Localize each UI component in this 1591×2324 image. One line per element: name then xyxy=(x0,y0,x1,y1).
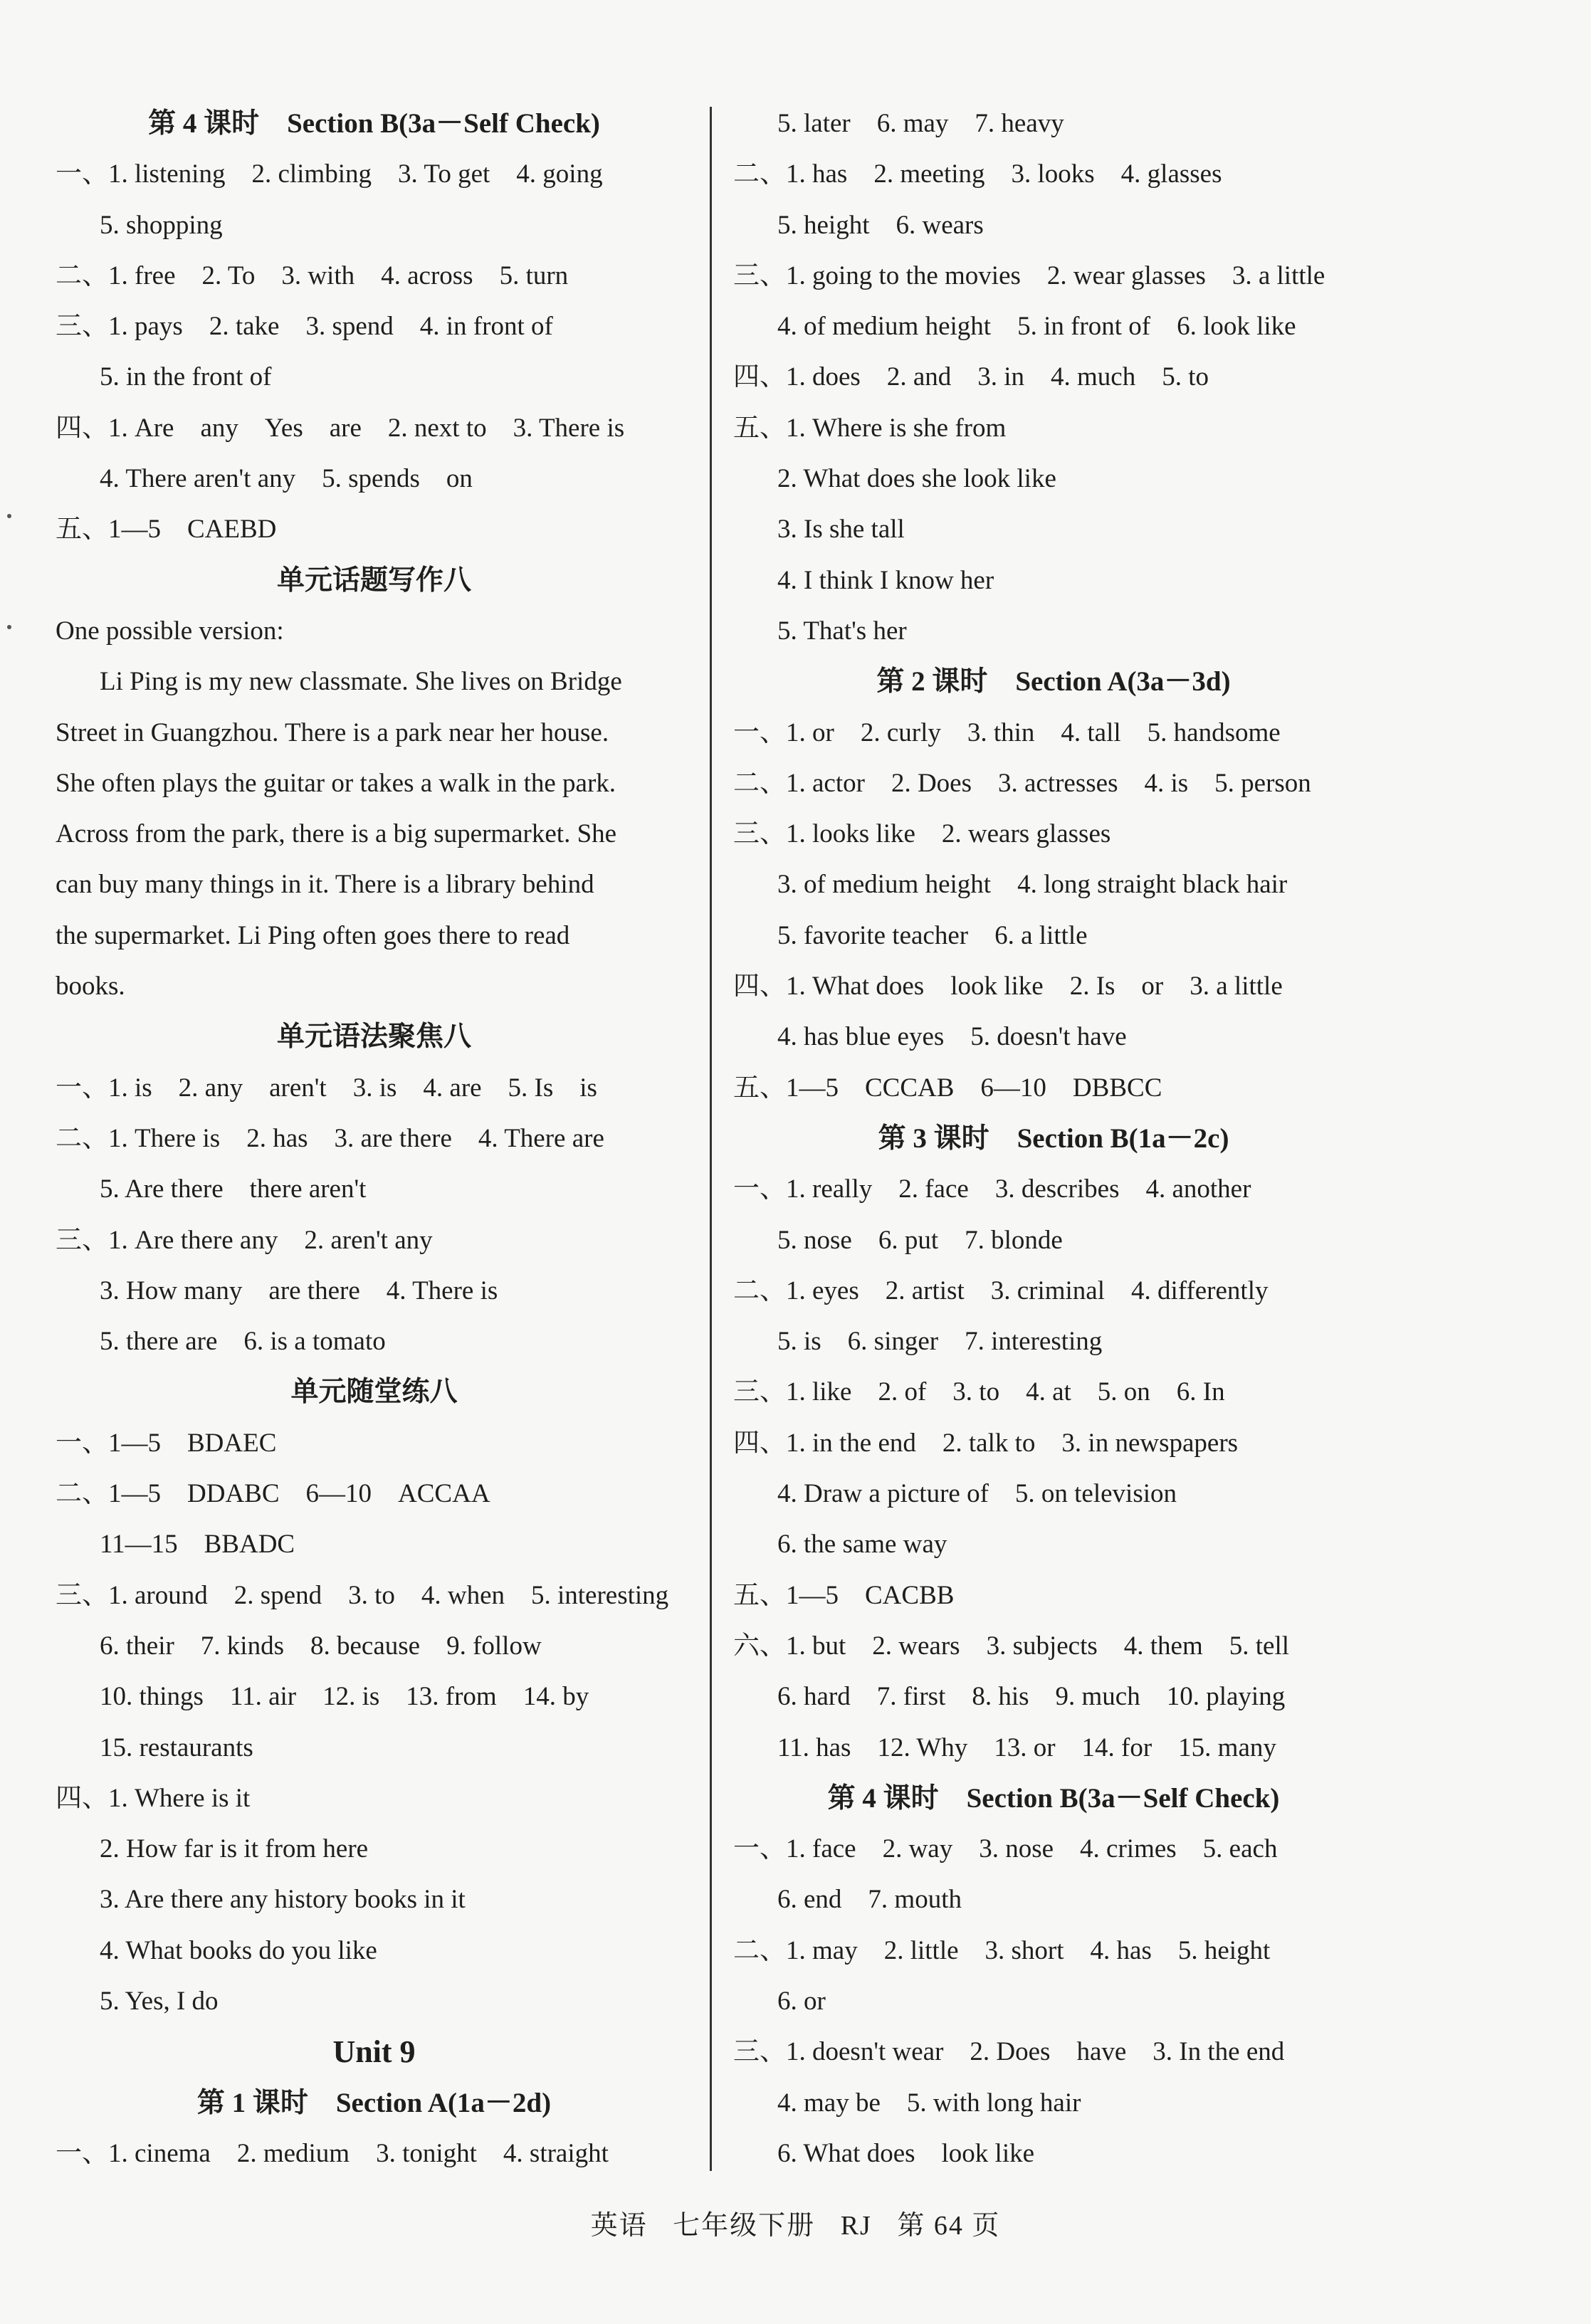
answer-line: 二、1. has 2. meeting 3. looks 4. glasses xyxy=(733,159,1222,189)
answer-line: 5. Yes, I do xyxy=(100,1986,219,2016)
answer-line: 4. Draw a picture of 5. on television xyxy=(777,1479,1177,1509)
answer-line: 4. I think I know her xyxy=(777,565,994,595)
answer-line: 3. of medium height 4. long straight black hair xyxy=(777,870,1288,900)
answer-line: 四、1. does 2. and 3. in 4. much 5. to xyxy=(733,362,1209,392)
answer-line: 5. later 6. may 7. heavy xyxy=(777,109,1064,138)
section-heading: 第 3 课时 Section B(1a－2c) xyxy=(878,1122,1229,1154)
answer-line: 五、1—5 CACBB xyxy=(733,1580,955,1610)
answer-line: 一、1. face 2. way 3. nose 4. crimes 5. each xyxy=(733,1834,1278,1864)
answer-line: 4. of medium height 5. in front of 6. look like xyxy=(777,312,1296,342)
answer-line: 3. Are there any history books in it xyxy=(100,1885,466,1915)
answer-line: 三、1. pays 2. take 3. spend 4. in front of xyxy=(56,312,553,342)
footer-edition: RJ xyxy=(840,2211,872,2241)
answer-line: 三、1. doesn't wear 2. Does have 3. In the end xyxy=(733,2037,1285,2067)
unit-heading: Unit 9 xyxy=(332,2034,416,2070)
answer-line: 二、1. eyes 2. artist 3. criminal 4. differently xyxy=(733,1276,1269,1305)
answer-line: 一、1. cinema 2. medium 3. tonight 4. straight xyxy=(56,2138,609,2168)
answer-line: 2. How far is it from here xyxy=(100,1834,369,1864)
answer-line: 四、1. Where is it xyxy=(56,1783,251,1813)
answer-line: 11—15 BBADC xyxy=(100,1530,295,1560)
right-column xyxy=(733,98,1374,2179)
answer-line: 三、1. around 2. spend 3. to 4. when 5. interesting xyxy=(56,1580,669,1610)
answer-line: 4. What books do you like xyxy=(100,1935,377,1965)
answer-line: 6. What does look like xyxy=(777,2138,1035,2168)
answer-line: the supermarket. Li Ping often goes there to read xyxy=(56,920,570,950)
answer-line: 5. favorite teacher 6. a little xyxy=(777,920,1088,950)
section-heading: 第 2 课时 Section A(3a－3d) xyxy=(876,666,1231,698)
answer-line: 三、1. like 2. of 3. to 4. at 5. on 6. In xyxy=(733,1377,1225,1407)
answer-line: 三、1. Are there any 2. aren't any xyxy=(56,1225,433,1255)
answer-line: 5. nose 6. put 7. blonde xyxy=(777,1225,1063,1255)
essay-line: Li Ping is my new classmate. She lives on Bridge xyxy=(100,667,622,697)
answer-line: 6. or xyxy=(777,1986,826,2016)
answer-line: 6. the same way xyxy=(777,1530,947,1560)
answer-line: 五、1—5 CCCAB 6—10 DBBCC xyxy=(733,1073,1162,1103)
answer-line: 6. their 7. kinds 8. because 9. follow xyxy=(100,1631,542,1661)
answer-line: can buy many things in it. There is a library behind xyxy=(56,870,594,900)
answer-line: 一、1. listening 2. climbing 3. To get 4. going xyxy=(56,159,603,189)
column-divider xyxy=(710,107,712,2171)
answer-line: 一、1. or 2. curly 3. thin 4. tall 5. handsome xyxy=(733,717,1281,747)
margin-mark xyxy=(7,514,11,518)
answer-line: 三、1. looks like 2. wears glasses xyxy=(733,819,1111,849)
answer-line: 5. Are there there aren't xyxy=(100,1174,367,1204)
answer-line: books. xyxy=(56,972,125,1001)
answer-line: 5. height 6. wears xyxy=(777,210,984,240)
margin-mark xyxy=(7,625,11,629)
section-heading: 第 1 课时 Section A(1a－2d) xyxy=(196,2087,552,2118)
answer-line: 5. shopping xyxy=(100,210,223,240)
answer-line: 5. there are 6. is a tomato xyxy=(100,1327,386,1357)
footer-page-number: 第 64 页 xyxy=(897,2211,1001,2241)
answer-line: 六、1. but 2. wears 3. subjects 4. them 5. tell xyxy=(733,1631,1290,1661)
answer-line: 二、1. free 2. To 3. with 4. across 5. turn xyxy=(56,261,569,290)
section-heading: 第 4 课时 Section B(3a－Self Check) xyxy=(148,108,600,139)
answer-line: 4. may be 5. with long hair xyxy=(777,2088,1081,2118)
answer-line: One possible version: xyxy=(56,616,284,646)
answer-line: 4. There aren't any 5. spends on xyxy=(100,464,473,494)
answer-line: 5. is 6. singer 7. interesting xyxy=(777,1327,1103,1357)
section-heading: 单元语法聚焦八 xyxy=(276,1021,471,1053)
answer-line: 二、1. actor 2. Does 3. actresses 4. is 5. person xyxy=(733,768,1311,798)
footer-subject: 英语 xyxy=(590,2211,648,2241)
answer-line: 11. has 12. Why 13. or 14. for 15. many xyxy=(777,1733,1276,1762)
answer-line: 5. That's her xyxy=(777,616,907,646)
page-footer xyxy=(0,2203,1591,2242)
left-column xyxy=(56,98,693,2179)
answer-line: Across from the park, there is a big supermarket. She xyxy=(56,819,617,849)
answer-line: 三、1. going to the movies 2. wear glasses 3. a little xyxy=(733,261,1325,290)
answer-line: 10. things 11. air 12. is 13. from 14. by xyxy=(100,1682,589,1712)
section-heading: 第 4 课时 Section B(3a－Self Check) xyxy=(827,1782,1280,1814)
footer-grade: 七年级下册 xyxy=(673,2211,816,2241)
answer-line: 二、1. may 2. little 3. short 4. has 5. height xyxy=(733,1935,1271,1965)
answer-line: 15. restaurants xyxy=(100,1733,253,1762)
answer-line: She often plays the guitar or takes a walk in the park. xyxy=(56,768,616,798)
answer-line: 一、1—5 BDAEC xyxy=(56,1428,277,1458)
section-heading: 单元随堂练八 xyxy=(290,1377,458,1408)
answer-line: 2. What does she look like xyxy=(777,464,1056,494)
answer-line: 3. Is she tall xyxy=(777,515,905,545)
answer-line: 一、1. is 2. any aren't 3. is 4. are 5. Is is xyxy=(56,1073,597,1103)
answer-line: 五、1—5 CAEBD xyxy=(56,515,277,545)
answer-line: 二、1. There is 2. has 3. are there 4. There are xyxy=(56,1123,604,1153)
answer-line: 四、1. Are any Yes are 2. next to 3. There is xyxy=(56,413,625,443)
answer-line: 5. in the front of xyxy=(100,362,272,392)
answer-line: 3. How many are there 4. There is xyxy=(100,1276,498,1305)
answer-line: 五、1. Where is she from xyxy=(733,413,1007,443)
answer-line: 一、1. really 2. face 3. describes 4. another xyxy=(733,1174,1251,1204)
section-heading: 单元话题写作八 xyxy=(276,564,471,596)
answer-line: 四、1. in the end 2. talk to 3. in newspapers xyxy=(733,1428,1239,1458)
answer-line: 二、1—5 DDABC 6—10 ACCAA xyxy=(56,1479,490,1509)
answer-line: 4. has blue eyes 5. doesn't have xyxy=(777,1022,1127,1052)
answer-line: 6. end 7. mouth xyxy=(777,1885,962,1915)
answer-line: Street in Guangzhou. There is a park near her house. xyxy=(56,717,609,747)
answer-line: 四、1. What does look like 2. Is or 3. a little xyxy=(733,972,1283,1001)
answer-line: 6. hard 7. first 8. his 9. much 10. playing xyxy=(777,1682,1286,1712)
